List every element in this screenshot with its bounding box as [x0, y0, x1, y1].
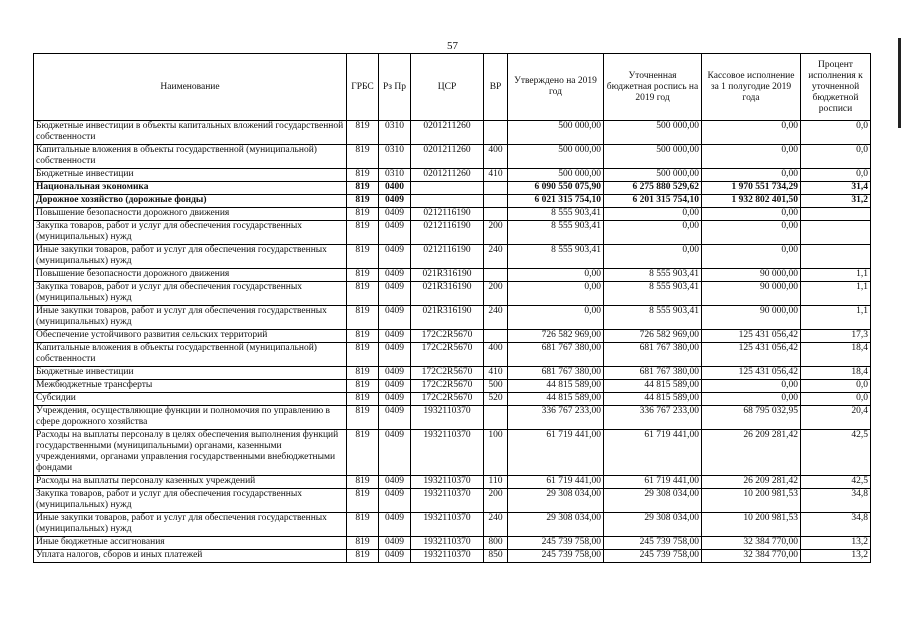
cell-rzpr: 0400: [379, 182, 411, 195]
cell-percent: 13,2: [801, 537, 871, 550]
cell-approved: 681 767 380,00: [508, 343, 604, 367]
cell-cash: 0,00: [702, 169, 801, 182]
cell-cash: 0,00: [702, 245, 801, 269]
cell-rzpr: 0409: [379, 208, 411, 221]
cell-cash: 32 384 770,00: [702, 537, 801, 550]
cell-percent: [801, 208, 871, 221]
cell-percent: [801, 221, 871, 245]
cell-refined: 6 275 880 529,62: [604, 182, 702, 195]
cell-rzpr: 0409: [379, 221, 411, 245]
cell-vr: 400: [484, 145, 508, 169]
cell-rzpr: 0409: [379, 476, 411, 489]
cell-grbs: 819: [347, 430, 379, 476]
cell-vr: [484, 182, 508, 195]
table-row: [34, 489, 871, 513]
cell-percent: 1,1: [801, 269, 871, 282]
cell-refined: 336 767 233,00: [604, 406, 702, 430]
table-row: [34, 306, 871, 330]
cell-cash: 0,00: [702, 221, 801, 245]
cell-csr: 1932110370: [411, 476, 484, 489]
cell-cash: 26 209 281,42: [702, 476, 801, 489]
cell-name: Иные закупки товаров, работ и услуг для обеспечения государственных (муниципальных) нужд: [34, 306, 347, 330]
cell-csr: 172C2R5670: [411, 393, 484, 406]
cell-csr: 172C2R5670: [411, 343, 484, 367]
cell-name: Бюджетные инвестиции: [34, 367, 347, 380]
cell-cash: 0,00: [702, 145, 801, 169]
cell-rzpr: 0409: [379, 380, 411, 393]
cell-approved: 0,00: [508, 269, 604, 282]
page-number: 57: [447, 40, 458, 52]
cell-cash: 32 384 770,00: [702, 550, 801, 563]
cell-approved: 0,00: [508, 282, 604, 306]
cell-grbs: 819: [347, 195, 379, 208]
cell-vr: 200: [484, 221, 508, 245]
table-row: [34, 282, 871, 306]
cell-name: Закупка товаров, работ и услуг для обеспечения государственных (муниципальных) нужд: [34, 489, 347, 513]
cell-approved: 8 555 903,41: [508, 208, 604, 221]
cell-vr: 410: [484, 169, 508, 182]
cell-name: Закупка товаров, работ и услуг для обеспечения государственных (муниципальных) нужд: [34, 221, 347, 245]
cell-rzpr: 0409: [379, 282, 411, 306]
header-name: Наименование: [34, 54, 347, 121]
cell-csr: 172C2R5670: [411, 367, 484, 380]
cell-name: Учреждения, осуществляющие функции и полномочия по управлению в сфере дорожного хозяйства: [34, 406, 347, 430]
table-row: [34, 145, 871, 169]
cell-vr: [484, 269, 508, 282]
cell-name: Бюджетные инвестиции в объекты капитальных вложений государственной собственности: [34, 121, 347, 145]
scan-edge-mark: [898, 38, 901, 128]
cell-cash: 1 970 551 734,29: [702, 182, 801, 195]
header-grbs: ГРБС: [347, 54, 379, 121]
cell-percent: 18,4: [801, 367, 871, 380]
cell-csr: 0212116190: [411, 245, 484, 269]
cell-refined: 8 555 903,41: [604, 282, 702, 306]
table-header-row: [34, 54, 871, 121]
cell-approved: 6 021 315 754,10: [508, 195, 604, 208]
cell-cash: 1 932 802 401,50: [702, 195, 801, 208]
cell-grbs: 819: [347, 169, 379, 182]
cell-csr: 1932110370: [411, 550, 484, 563]
cell-rzpr: 0310: [379, 169, 411, 182]
cell-vr: 240: [484, 513, 508, 537]
cell-grbs: 819: [347, 221, 379, 245]
table-row: [34, 121, 871, 145]
cell-approved: 500 000,00: [508, 145, 604, 169]
cell-name: Иные закупки товаров, работ и услуг для обеспечения государственных (муниципальных) нужд: [34, 245, 347, 269]
cell-vr: 200: [484, 489, 508, 513]
cell-percent: 1,1: [801, 282, 871, 306]
table-row: [34, 550, 871, 563]
cell-csr: 1932110370: [411, 430, 484, 476]
cell-rzpr: 0409: [379, 406, 411, 430]
cell-csr: 1932110370: [411, 406, 484, 430]
cell-csr: 1932110370: [411, 513, 484, 537]
cell-refined: 29 308 034,00: [604, 489, 702, 513]
header-percent: Процент исполнения к уточненной бюджетной росписи: [801, 54, 871, 121]
table-row: [34, 430, 871, 476]
cell-percent: 0,0: [801, 145, 871, 169]
table-body: [34, 121, 871, 563]
cell-refined: 245 739 758,00: [604, 537, 702, 550]
cell-grbs: 819: [347, 476, 379, 489]
table-row: [34, 367, 871, 380]
cell-refined: 0,00: [604, 245, 702, 269]
cell-refined: 726 582 969,00: [604, 330, 702, 343]
cell-approved: 681 767 380,00: [508, 367, 604, 380]
cell-percent: [801, 245, 871, 269]
cell-cash: 125 431 056,42: [702, 330, 801, 343]
cell-approved: 61 719 441,00: [508, 430, 604, 476]
cell-csr: [411, 195, 484, 208]
cell-csr: 1932110370: [411, 537, 484, 550]
cell-grbs: 819: [347, 367, 379, 380]
cell-name: Капитальные вложения в объекты государственной (муниципальной) собственности: [34, 343, 347, 367]
cell-rzpr: 0409: [379, 513, 411, 537]
cell-percent: 0,0: [801, 380, 871, 393]
cell-name: Межбюджетные трансферты: [34, 380, 347, 393]
cell-refined: 44 815 589,00: [604, 380, 702, 393]
cell-name: Расходы на выплаты персоналу казенных учреждений: [34, 476, 347, 489]
cell-grbs: 819: [347, 513, 379, 537]
cell-vr: 100: [484, 430, 508, 476]
cell-csr: 0201211260: [411, 121, 484, 145]
cell-percent: 42,5: [801, 476, 871, 489]
cell-cash: 90 000,00: [702, 306, 801, 330]
cell-name: Повышение безопасности дорожного движения: [34, 208, 347, 221]
table-row: [34, 208, 871, 221]
cell-name: Расходы на выплаты персоналу в целях обеспечения выполнения функций государственными (муниципальными) органами, казенными учреждениями, органами управления государственными внебюджетными фондами: [34, 430, 347, 476]
cell-vr: [484, 195, 508, 208]
cell-grbs: 819: [347, 182, 379, 195]
cell-vr: 200: [484, 282, 508, 306]
cell-name: Субсидии: [34, 393, 347, 406]
cell-grbs: 819: [347, 406, 379, 430]
cell-percent: 42,5: [801, 430, 871, 476]
header-refined: Уточненная бюджетная роспись на 2019 год: [604, 54, 702, 121]
cell-approved: 8 555 903,41: [508, 245, 604, 269]
cell-vr: 400: [484, 343, 508, 367]
cell-grbs: 819: [347, 489, 379, 513]
cell-grbs: 819: [347, 380, 379, 393]
table-row: [34, 182, 871, 195]
cell-name: Иные закупки товаров, работ и услуг для обеспечения государственных (муниципальных) нужд: [34, 513, 347, 537]
cell-cash: 0,00: [702, 208, 801, 221]
cell-approved: 336 767 233,00: [508, 406, 604, 430]
cell-percent: 31,2: [801, 195, 871, 208]
cell-rzpr: 0409: [379, 367, 411, 380]
cell-rzpr: 0409: [379, 330, 411, 343]
header-csr: ЦСР: [411, 54, 484, 121]
cell-grbs: 819: [347, 282, 379, 306]
table-row: [34, 245, 871, 269]
cell-cash: 68 795 032,95: [702, 406, 801, 430]
cell-approved: 44 815 589,00: [508, 380, 604, 393]
cell-cash: 26 209 281,42: [702, 430, 801, 476]
cell-refined: 8 555 903,41: [604, 269, 702, 282]
table-row: [34, 406, 871, 430]
cell-grbs: 819: [347, 121, 379, 145]
table-row: [34, 221, 871, 245]
cell-refined: 8 555 903,41: [604, 306, 702, 330]
cell-name: Капитальные вложения в объекты государственной (муниципальной) собственности: [34, 145, 347, 169]
cell-rzpr: 0409: [379, 393, 411, 406]
cell-grbs: 819: [347, 306, 379, 330]
table-row: [34, 537, 871, 550]
cell-vr: 520: [484, 393, 508, 406]
cell-refined: 61 719 441,00: [604, 476, 702, 489]
cell-percent: 34,8: [801, 513, 871, 537]
table-row: [34, 330, 871, 343]
cell-refined: 681 767 380,00: [604, 367, 702, 380]
cell-approved: 245 739 758,00: [508, 550, 604, 563]
cell-vr: [484, 121, 508, 145]
cell-grbs: 819: [347, 343, 379, 367]
cell-csr: 0201211260: [411, 169, 484, 182]
cell-percent: 34,8: [801, 489, 871, 513]
cell-vr: 110: [484, 476, 508, 489]
cell-percent: 20,4: [801, 406, 871, 430]
table-row: [34, 169, 871, 182]
table-row: [34, 476, 871, 489]
cell-grbs: 819: [347, 393, 379, 406]
cell-approved: 6 090 550 075,90: [508, 182, 604, 195]
table-row: [34, 380, 871, 393]
cell-vr: [484, 330, 508, 343]
cell-refined: 29 308 034,00: [604, 513, 702, 537]
table-row: [34, 343, 871, 367]
cell-approved: 29 308 034,00: [508, 513, 604, 537]
cell-name: Иные бюджетные ассигнования: [34, 537, 347, 550]
cell-percent: 1,1: [801, 306, 871, 330]
cell-cash: 0,00: [702, 121, 801, 145]
cell-cash: 90 000,00: [702, 269, 801, 282]
cell-csr: 1932110370: [411, 489, 484, 513]
cell-grbs: 819: [347, 245, 379, 269]
cell-grbs: 819: [347, 550, 379, 563]
cell-name: Повышение безопасности дорожного движения: [34, 269, 347, 282]
cell-csr: 021R316190: [411, 269, 484, 282]
cell-cash: 0,00: [702, 393, 801, 406]
cell-vr: 800: [484, 537, 508, 550]
cell-grbs: 819: [347, 330, 379, 343]
cell-approved: 61 719 441,00: [508, 476, 604, 489]
cell-cash: 125 431 056,42: [702, 343, 801, 367]
table-row: [34, 393, 871, 406]
cell-rzpr: 0310: [379, 145, 411, 169]
cell-grbs: 819: [347, 537, 379, 550]
cell-csr: 021R316190: [411, 282, 484, 306]
cell-percent: 0,0: [801, 393, 871, 406]
budget-table: [33, 53, 871, 563]
cell-approved: 29 308 034,00: [508, 489, 604, 513]
cell-refined: 0,00: [604, 208, 702, 221]
cell-rzpr: 0409: [379, 269, 411, 282]
cell-approved: 500 000,00: [508, 121, 604, 145]
cell-vr: 410: [484, 367, 508, 380]
cell-csr: [411, 182, 484, 195]
cell-vr: [484, 208, 508, 221]
cell-csr: 0212116190: [411, 208, 484, 221]
header-vr: ВР: [484, 54, 508, 121]
cell-csr: 021R316190: [411, 306, 484, 330]
cell-refined: 500 000,00: [604, 145, 702, 169]
cell-name: Закупка товаров, работ и услуг для обеспечения государственных (муниципальных) нужд: [34, 282, 347, 306]
cell-percent: 0,0: [801, 169, 871, 182]
cell-cash: 0,00: [702, 380, 801, 393]
cell-rzpr: 0409: [379, 306, 411, 330]
cell-rzpr: 0409: [379, 343, 411, 367]
cell-approved: 245 739 758,00: [508, 537, 604, 550]
cell-approved: 726 582 969,00: [508, 330, 604, 343]
cell-name: Бюджетные инвестиции: [34, 169, 347, 182]
cell-rzpr: 0409: [379, 537, 411, 550]
cell-csr: 172C2R5670: [411, 330, 484, 343]
table-row: [34, 195, 871, 208]
cell-name: Уплата налогов, сборов и иных платежей: [34, 550, 347, 563]
cell-approved: 0,00: [508, 306, 604, 330]
cell-refined: 245 739 758,00: [604, 550, 702, 563]
cell-cash: 90 000,00: [702, 282, 801, 306]
cell-name: Обеспечение устойчивого развития сельских территорий: [34, 330, 347, 343]
cell-rzpr: 0310: [379, 121, 411, 145]
cell-vr: [484, 406, 508, 430]
cell-cash: 10 200 981,53: [702, 489, 801, 513]
cell-rzpr: 0409: [379, 430, 411, 476]
cell-csr: 172C2R5670: [411, 380, 484, 393]
cell-vr: 240: [484, 306, 508, 330]
cell-refined: 44 815 589,00: [604, 393, 702, 406]
cell-name: Дорожное хозяйство (дорожные фонды): [34, 195, 347, 208]
cell-refined: 6 201 315 754,10: [604, 195, 702, 208]
cell-grbs: 819: [347, 269, 379, 282]
cell-rzpr: 0409: [379, 489, 411, 513]
cell-vr: 850: [484, 550, 508, 563]
cell-rzpr: 0409: [379, 550, 411, 563]
cell-approved: 500 000,00: [508, 169, 604, 182]
header-approved: Утверждено на 2019 год: [508, 54, 604, 121]
cell-csr: 0201211260: [411, 145, 484, 169]
cell-cash: 10 200 981,53: [702, 513, 801, 537]
cell-percent: 18,4: [801, 343, 871, 367]
cell-csr: 0212116190: [411, 221, 484, 245]
cell-refined: 681 767 380,00: [604, 343, 702, 367]
table-row: [34, 513, 871, 537]
table-row: [34, 269, 871, 282]
cell-refined: 61 719 441,00: [604, 430, 702, 476]
cell-percent: 17,3: [801, 330, 871, 343]
cell-refined: 500 000,00: [604, 121, 702, 145]
cell-vr: 240: [484, 245, 508, 269]
cell-rzpr: 0409: [379, 195, 411, 208]
cell-approved: 44 815 589,00: [508, 393, 604, 406]
cell-grbs: 819: [347, 208, 379, 221]
cell-refined: 0,00: [604, 221, 702, 245]
cell-cash: 125 431 056,42: [702, 367, 801, 380]
cell-refined: 500 000,00: [604, 169, 702, 182]
cell-grbs: 819: [347, 145, 379, 169]
cell-approved: 8 555 903,41: [508, 221, 604, 245]
cell-vr: 500: [484, 380, 508, 393]
cell-rzpr: 0409: [379, 245, 411, 269]
cell-name: Национальная экономика: [34, 182, 347, 195]
cell-percent: 31,4: [801, 182, 871, 195]
cell-percent: 0,0: [801, 121, 871, 145]
header-rzpr: Рз Пр: [379, 54, 411, 121]
cell-percent: 13,2: [801, 550, 871, 563]
header-cash: Кассовое исполнение за 1 полугодие 2019 года: [702, 54, 801, 121]
